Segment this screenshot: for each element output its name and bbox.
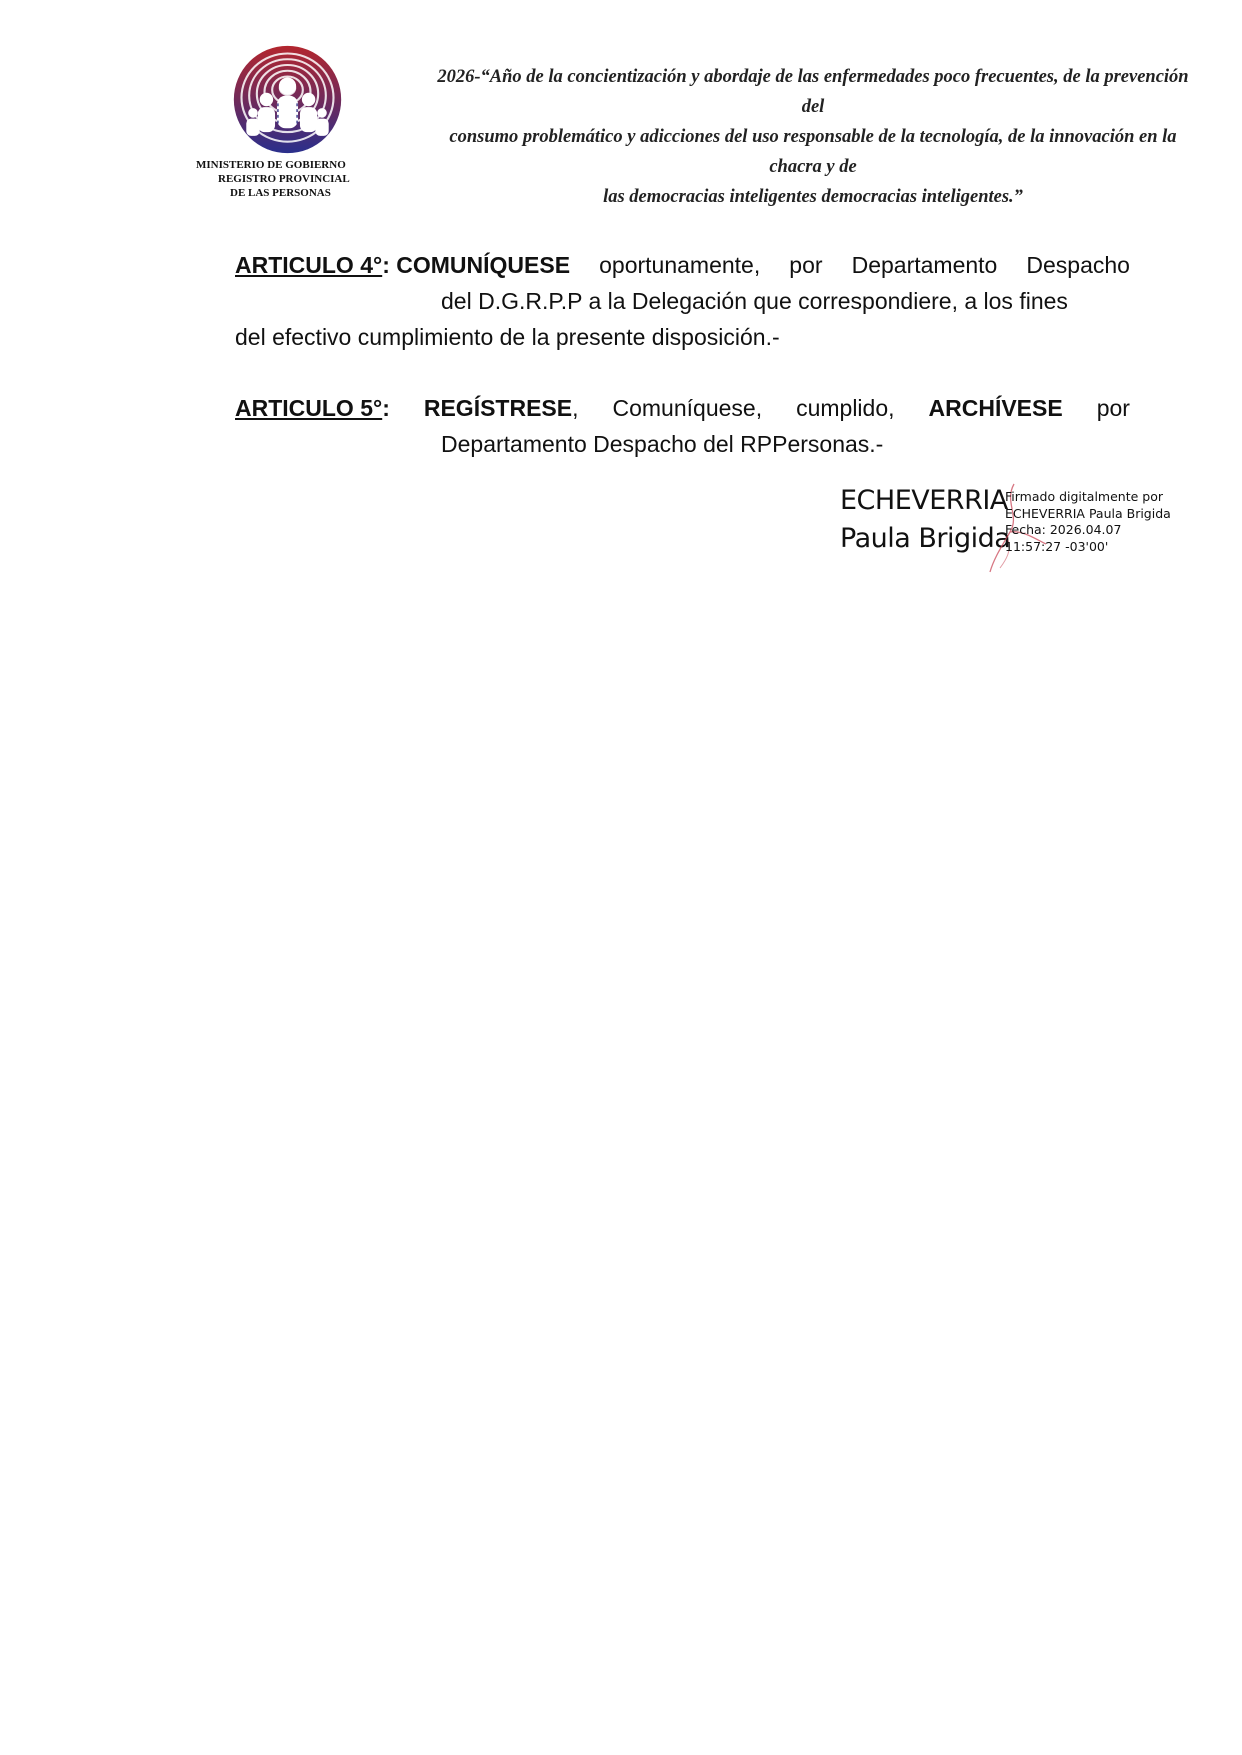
article-5-word: por [1096, 395, 1130, 421]
article-4 [235, 247, 1130, 355]
article-4-line-3: del efectivo cumplimiento de la presente disposición.- [235, 324, 780, 350]
article-4-label: ARTICULO 4° [235, 252, 383, 278]
article-4-heading [235, 247, 570, 283]
registry-fingerprint-logo-icon [230, 42, 345, 157]
article-5-line-2: Departamento Despacho del RPPersonas.- [441, 431, 884, 457]
article-5-word: Comuníquese, [612, 395, 763, 421]
signature-detail-line: Firmado digitalmente por [1005, 489, 1163, 504]
article-5-colon: : [382, 395, 390, 421]
signer-given-names: Paula Brigida [840, 523, 1011, 554]
article-4-line-2: del D.G.R.P.P a la Delegación que correspondiere, a los fines [441, 288, 1068, 314]
year-motto [428, 62, 1198, 212]
signature-detail-line: ECHEVERRIA Paula Brigida [1005, 505, 1171, 521]
signature-detail-line: 11:57:27 -03'00' [1005, 538, 1109, 554]
digital-signature [840, 482, 1180, 572]
article-4-line-1 [235, 247, 1130, 283]
article-5-word: cumplido, [796, 395, 895, 421]
org-ministry-line: MINISTERIO DE GOBIERNO [196, 159, 346, 171]
article-4-word: oportunamente, [599, 252, 761, 278]
article-5-register [424, 390, 579, 426]
org-people-line: DE LAS PERSONAS [230, 187, 331, 199]
signer-surname: ECHEVERRIA [840, 485, 1008, 516]
motto-line: consumo problemático y adicciones del uso responsable de la tecnología, de la innovación en la chacra y de [449, 127, 1177, 177]
signature-details [1005, 489, 1171, 555]
org-registry-line: REGISTRO PROVINCIAL [218, 173, 350, 185]
motto-line: 2026-“Año de la concientización y abordaje de las enfermedades poco frecuentes, de la prevención del [437, 67, 1189, 117]
article-4-colon: : [382, 252, 390, 278]
article-5-keyword-register: REGÍSTRESE [423, 395, 573, 421]
article-5-label: ARTICULO 5° [235, 395, 383, 421]
article-5-comma: , [572, 395, 579, 421]
article-5 [235, 390, 1130, 462]
article-5-keyword-archive: ARCHÍVESE [928, 395, 1063, 421]
article-4-word: Departamento [851, 252, 998, 278]
article-5-line-1 [235, 390, 1130, 426]
article-4-keyword: COMUNÍQUESE [396, 252, 571, 278]
article-5-heading [235, 390, 390, 426]
organization-name [190, 158, 400, 200]
article-4-word: Despacho [1026, 252, 1130, 278]
article-4-word: por [789, 252, 823, 278]
signature-detail-line: Fecha: 2026.04.07 [1005, 522, 1122, 537]
motto-line: las democracias inteligentes democracias inteligentes.” [603, 187, 1023, 207]
